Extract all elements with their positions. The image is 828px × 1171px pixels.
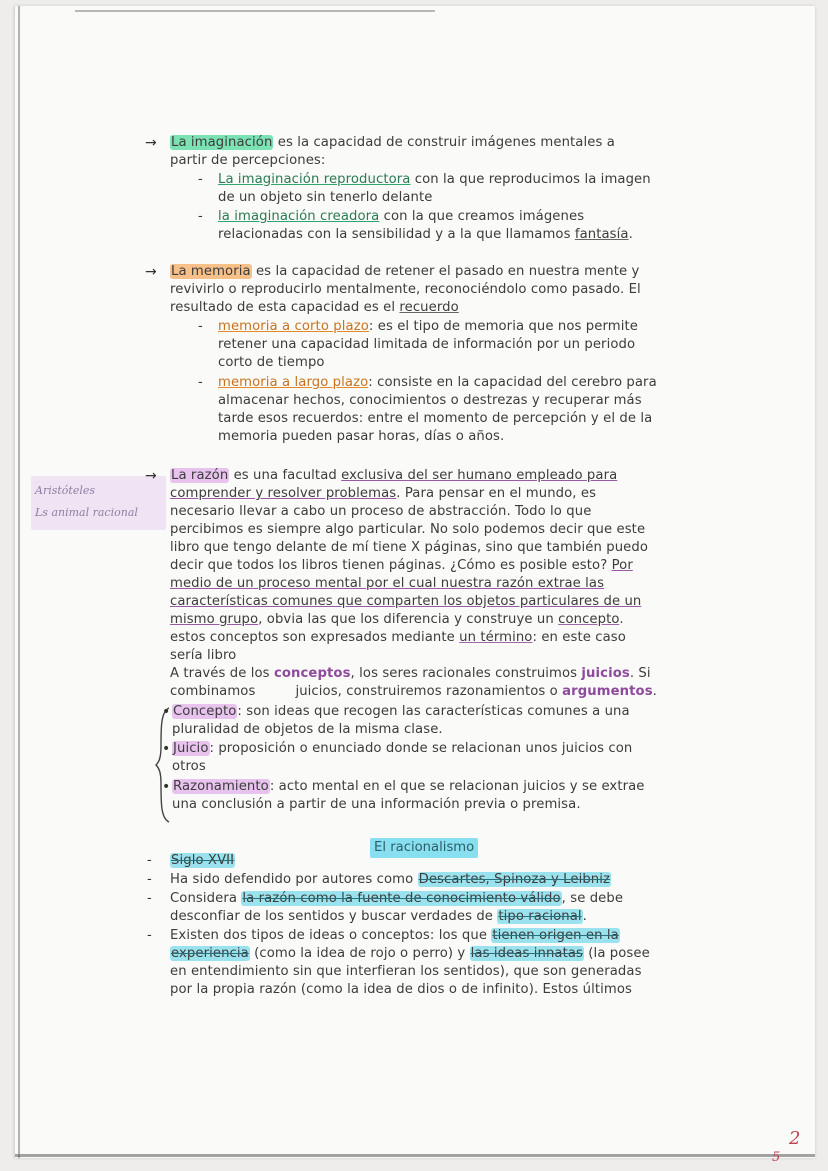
- razon-line-4: percibimos es siempre algo particular. No solo podemos decir que este: [170, 522, 646, 537]
- term-imaginacion-reproductora: La imaginación reproductora: [218, 172, 411, 187]
- bullet-icon: •: [162, 704, 171, 720]
- margin-note-line-1: Aristóteles: [35, 484, 96, 497]
- memoria-bullet-2-line-2: almacenar hechos, conocimientos o destrezas y recuperar más: [218, 393, 642, 408]
- racionalismo-item-4-line-3: en entendimiento sin que interfieran los sentidos), que son generadas: [170, 964, 642, 979]
- memoria-bullet-1-line-3: corto de tiempo: [218, 355, 325, 370]
- razon-line-6: decir que todos los libros tienen páginas. ¿Cómo es posible esto? Por: [170, 558, 633, 573]
- imaginacion-bullet-2: la imaginación creadora con la que creamos imágenes: [218, 209, 585, 224]
- racionalismo-item-1: [170, 852, 235, 870]
- definition-juicio-line-2: otros: [172, 759, 206, 774]
- dash-icon: -: [198, 209, 203, 224]
- notebook-page: [14, 6, 815, 1158]
- razon-line-2: comprender y resolver problemas. Para pensar en el mundo, es: [170, 486, 597, 501]
- imaginacion-line-2: partir de percepciones:: [170, 153, 326, 168]
- term-origen-experiencia: tienen origen en la: [492, 928, 619, 943]
- term-recuerdo: recuerdo: [399, 300, 459, 315]
- definition-concepto-line-2: pluralidad de objetos de la misma clase.: [172, 722, 443, 737]
- racionalismo-item-4-line-2: experiencia (como la idea de rojo o perro) y las ideas innatas (la posee: [171, 946, 650, 961]
- page-number: 2: [789, 1128, 801, 1149]
- term-memoria: La memoria: [171, 264, 251, 279]
- term-imaginacion-creadora: la imaginación creadora: [218, 209, 380, 224]
- section-title-racionalismo: El racionalismo: [370, 838, 478, 858]
- racionalismo-item-4: Existen dos tipos de ideas o conceptos: los que tienen origen en la: [170, 928, 619, 943]
- corner-number: 5: [772, 1150, 781, 1165]
- term-juicio-def: Juicio: [173, 741, 209, 756]
- term-un-termino: un término: [459, 630, 533, 645]
- definition-razonamiento-line-2: una conclusión a partir de una información previa o premisa.: [172, 797, 581, 812]
- term-fantasia: fantasía: [574, 227, 629, 242]
- term-concepto: concepto: [558, 612, 620, 627]
- definition-razonamiento: Razonamiento: acto mental en el que se relacionan juicios y se extrae: [173, 779, 645, 794]
- bottom-edge-line: [15, 1154, 815, 1157]
- dash-icon: -: [198, 375, 203, 390]
- dash-icon: -: [147, 928, 152, 943]
- razon-line-10: estos conceptos son expresados mediante un término: en este caso: [170, 630, 626, 645]
- term-experiencia: experiencia: [171, 946, 249, 961]
- imaginacion-bullet-2-line-2: relacionadas con la sensibilidad y a la que llamamos fantasía.: [218, 227, 633, 242]
- dash-icon: -: [147, 872, 152, 887]
- razon-line-5: libro que tengo delante de mí tiene X páginas, sino que también puedo: [170, 540, 649, 555]
- term-argumentos: argumentos: [562, 684, 653, 699]
- razon-line-13: combinamos juicios, construiremos razonamientos o argumentos.: [170, 684, 657, 699]
- racionalismo-item-4-line-4: por la propia razón (como la idea de dios o de infinito). Estos últimos: [170, 982, 632, 997]
- memoria-line-3: resultado de esta capacidad es el recuerdo: [170, 300, 459, 315]
- bullet-icon: •: [162, 741, 171, 757]
- term-razon: La razón: [171, 468, 229, 483]
- dash-icon: -: [147, 853, 152, 868]
- term-imaginacion: La imaginación: [171, 135, 273, 150]
- racionalismo-item-3-line-2: desconfiar de los sentidos y buscar verdades de tipo racional.: [170, 909, 587, 924]
- dash-icon: -: [198, 319, 203, 334]
- arrow-icon: →: [145, 468, 157, 484]
- imaginacion-bullet-1: La imaginación reproductora con la que reproducimos la imagen: [218, 172, 651, 187]
- term-memoria-corto-plazo: memoria a corto plazo: [218, 319, 369, 334]
- term-autores: Descartes, Spinoza y Leibniz: [418, 872, 611, 887]
- imaginacion-line-1: La imaginación es la capacidad de construir imágenes mentales a: [171, 135, 615, 150]
- memoria-bullet-2-line-4: memoria pueden pasar horas, días o años.: [218, 429, 505, 444]
- memoria-bullet-1-line-2: retener una capacidad limitada de información por un periodo: [218, 337, 636, 352]
- arrow-icon: →: [145, 264, 157, 280]
- term-siglo-xvii: Siglo XVII: [171, 853, 235, 868]
- definition-concepto: Concepto: son ideas que recogen las características comunes a una: [173, 704, 630, 719]
- term-memoria-largo-plazo: memoria a largo plazo: [218, 375, 369, 390]
- razon-line-7: medio de un proceso mental por el cual nuestra razón extrae las: [170, 576, 605, 591]
- memoria-line-2: revivirlo o reproducirlo mentalmente, reconociéndolo como pasado. El: [170, 282, 641, 297]
- top-edge-line: [75, 10, 435, 12]
- memoria-bullet-2-line-3: tarde esos recuerdos: entre el momento de percepción y el de la: [218, 411, 653, 426]
- dash-icon: -: [147, 891, 152, 906]
- term-razonamiento-def: Razonamiento: [173, 779, 269, 794]
- definition-juicio: Juicio: proposición o enunciado donde se relacionan unos juicios con: [173, 741, 633, 756]
- memoria-bullet-1: memoria a corto plazo: es el tipo de memoria que nos permite: [218, 319, 638, 334]
- memoria-line-1: La memoria es la capacidad de retener el pasado en nuestra mente y: [171, 264, 640, 279]
- bullet-icon: •: [162, 779, 171, 795]
- term-juicios: juicios: [581, 666, 630, 681]
- razon-line-9: mismo grupo, obvia las que los diferencia y construye un concepto.: [170, 612, 624, 627]
- left-edge-line: [18, 6, 20, 1158]
- razon-line-8: características comunes que comparten los objetos particulares de un: [170, 594, 642, 609]
- dash-icon: -: [198, 172, 203, 187]
- term-conceptos: conceptos: [273, 666, 351, 681]
- imaginacion-bullet-1-line-2: de un objeto sin tenerlo delante: [218, 190, 433, 205]
- razon-line-3: necesario llevar a cabo un proceso de abstracción. Todo lo que: [170, 504, 592, 519]
- racionalismo-item-3: Considera la razón como la fuente de conocimiento válido, se debe: [170, 891, 624, 906]
- razon-line-1: La razón es una facultad exclusiva del ser humano empleado para: [171, 468, 618, 483]
- razon-line-12: A través de los conceptos, los seres racionales construimos juicios. Si: [170, 666, 651, 681]
- razon-line-11: sería libro: [170, 648, 237, 663]
- margin-note-line-2: Ls animal racional: [35, 506, 138, 519]
- term-tipo-racional: tipo racional: [498, 909, 582, 924]
- arrow-icon: →: [145, 135, 157, 151]
- racionalismo-item-2: Ha sido defendido por autores como Descartes, Spinoza y Leibniz: [170, 872, 611, 887]
- term-ideas-innatas: las ideas innatas: [470, 946, 584, 961]
- memoria-bullet-2: memoria a largo plazo: consiste en la capacidad del cerebro para: [218, 375, 657, 390]
- term-concepto-def: Concepto: [173, 704, 237, 719]
- term-razon-fuente: la razón como la fuente de conocimiento válido: [242, 891, 561, 906]
